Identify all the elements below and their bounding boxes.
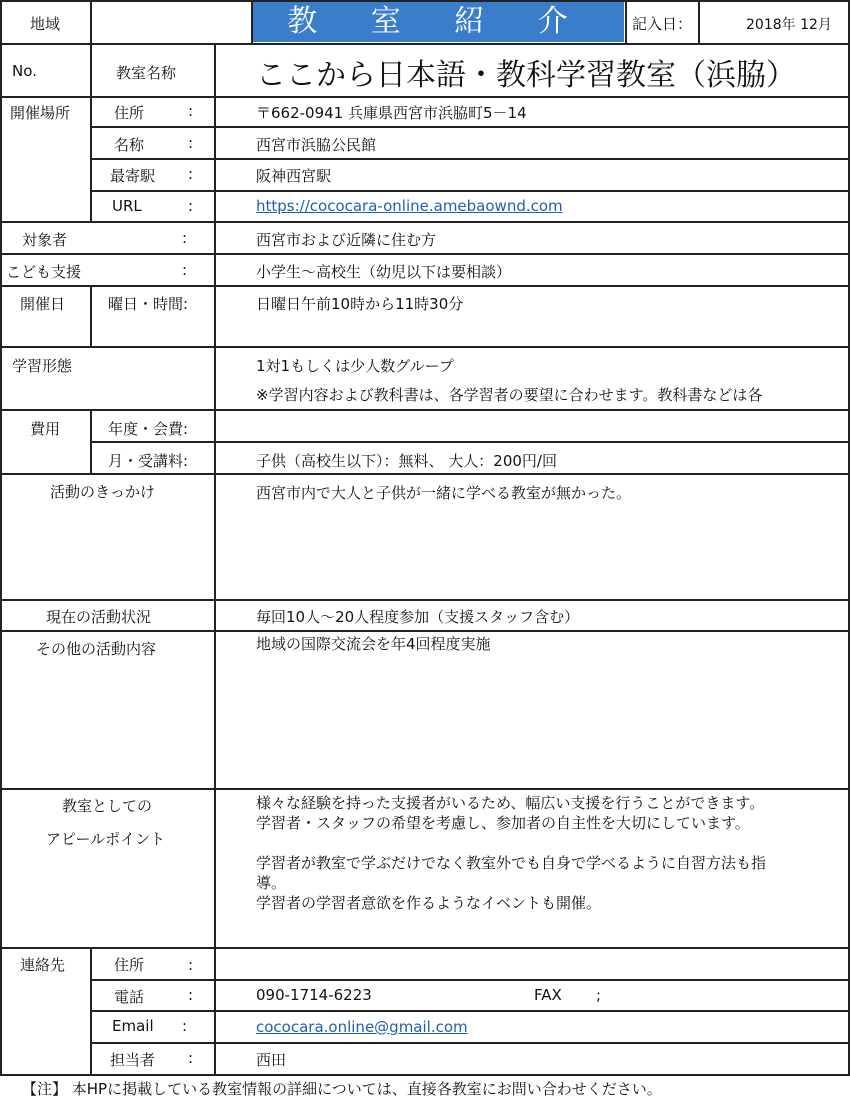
venue-url-label: URL [112, 197, 142, 215]
schedule-time-value: 日曜日午前10時から11時30分 [256, 295, 464, 313]
contact-email-link[interactable]: cococara.online@gmail.com [256, 1018, 468, 1036]
target-colon: : [182, 229, 188, 247]
region-label: 地域 [30, 15, 61, 33]
learning-style-label: 学習形態 [12, 357, 73, 375]
entry-date-value: 2018年 12月 [746, 17, 832, 33]
contact-person-value: 西田 [256, 1051, 287, 1069]
venue-station-value: 阪神西宮駅 [256, 167, 332, 185]
venue-section-label: 開催場所 [10, 104, 71, 122]
schedule-time-label: 曜日・時間: [108, 295, 189, 313]
fees-annual-label: 年度・会費: [108, 420, 189, 438]
other-activities-value: 地域の国際交流会を年4回程度実施 [256, 635, 491, 653]
venue-url-colon: : [188, 197, 194, 215]
learning-style-line2: ※学習内容および教科書は、各学習者の要望に合わせます。教科書などは各 [256, 386, 763, 404]
fees-section-label: 費用 [30, 420, 61, 438]
motivation-value: 西宮市内で大人と子供が一緒に学べる教室が無かった。 [256, 484, 632, 502]
appeal-line5: 学習者の学習者意欲を作るようなイベントも開催。 [256, 894, 602, 912]
contact-email-label: Email [112, 1017, 154, 1035]
contact-address-label: 住所 [114, 956, 145, 974]
venue-name-label: 名称 [114, 136, 145, 154]
contact-phone-label: 電話 [114, 988, 145, 1006]
target-value: 西宮市および近隣に住む方 [256, 231, 437, 249]
page-banner-title: 教 室 紹 介 [253, 2, 624, 42]
contact-section-label: 連絡先 [20, 956, 66, 974]
contact-person-label: 担当者 [110, 1051, 156, 1069]
classroom-name-value: ここから日本語・教科学習教室（浜脇） [256, 58, 796, 93]
appeal-line2: 学習者・スタッフの希望を考慮し、参加者の自主性を大切にしています。 [256, 814, 750, 832]
fees-monthly-value: 子供（高校生以下）：無料、 大人：200円/回 [256, 452, 557, 470]
venue-name-value: 西宮市浜脇公民館 [256, 136, 377, 154]
venue-address-label: 住所 [114, 104, 145, 122]
venue-name-colon: : [188, 134, 194, 152]
venue-station-label: 最寄駅 [110, 167, 156, 185]
classroom-name-label: 教室名称 [116, 64, 177, 82]
venue-address-value: 〒662-0941 兵庫県西宮市浜脇町5－14 [256, 104, 527, 122]
venue-address-colon: : [188, 102, 194, 120]
footnote: 【注】 本HPに掲載している教室情報の詳細については、直接各教室にお問い合わせください。 [22, 1080, 662, 1098]
contact-phone-colon: : [188, 986, 194, 1004]
schedule-section-label: 開催日 [20, 295, 66, 313]
contact-address-colon: : [188, 956, 194, 974]
appeal-label-line2: アピールポイント [46, 830, 166, 848]
appeal-label-line1: 教室としての [62, 797, 153, 815]
appeal-line1: 様々な経験を持った支援者がいるため、幅広い支援を行うことができます。 [256, 794, 765, 812]
children-support-value: 小学生～高校生（幼児以下は要相談） [256, 263, 512, 281]
appeal-line4: 導。 [256, 874, 287, 892]
no-label: No. [12, 62, 37, 80]
motivation-label: 活動のきっかけ [50, 483, 156, 501]
learning-style-line1: 1対1もしくは少人数グループ [256, 357, 454, 375]
contact-phone-value: 090-1714-6223 [256, 986, 372, 1004]
children-support-colon: : [182, 261, 188, 279]
children-support-label: こども支援 [6, 263, 82, 281]
status-label: 現在の活動状況 [46, 608, 152, 626]
fees-monthly-label: 月・受講料: [108, 452, 189, 470]
entry-date-label: 記入日： [632, 15, 693, 33]
contact-fax-label: FAX [534, 986, 562, 1004]
contact-fax-separator: ; [596, 986, 602, 1004]
status-value: 毎回10人～20人程度参加（支援スタッフ含む） [256, 608, 580, 626]
venue-station-colon: : [188, 165, 194, 183]
target-label: 対象者 [22, 231, 68, 249]
venue-url-link[interactable]: https://cococara-online.amebaownd.com [256, 197, 563, 215]
appeal-line3: 学習者が教室で学ぶだけでなく教室外でも自身で学べるように自習方法も指 [256, 854, 767, 872]
other-activities-label: その他の活動内容 [36, 640, 157, 658]
contact-person-colon: : [188, 1049, 194, 1067]
contact-email-colon: : [182, 1017, 188, 1035]
